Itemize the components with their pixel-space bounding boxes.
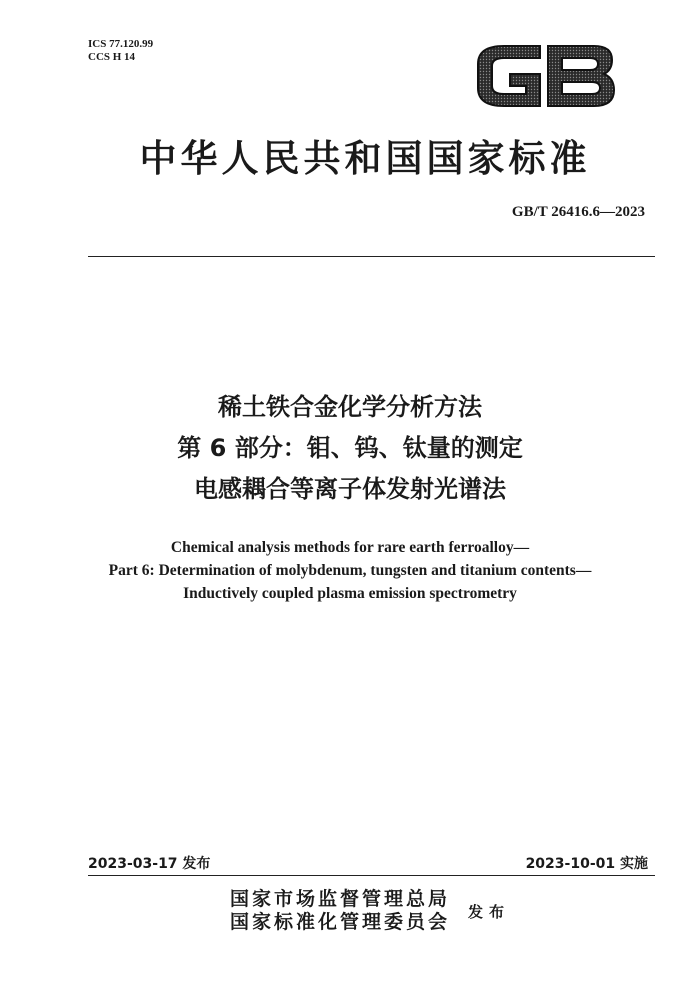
publish-label: 发布 bbox=[468, 903, 511, 921]
gb-logo bbox=[470, 40, 620, 112]
classification-codes bbox=[88, 38, 153, 64]
title-cn-line1: 稀土铁合金化学分析方法 bbox=[218, 393, 482, 421]
standard-number: GB/T 26416.6—2023 bbox=[511, 204, 645, 220]
title-cn-line3: 电感耦合等离子体发射光谱法 bbox=[194, 475, 506, 503]
implementation-date: 2023-10-01 实施 bbox=[525, 856, 648, 872]
title-en-line2: Part 6: Determination of molybdenum, tungsten and titanium contents— bbox=[108, 562, 592, 579]
title-en-line1: Chemical analysis methods for rare earth ferroalloy— bbox=[170, 539, 530, 556]
national-standard-title: 中华人民共和国国家标准 bbox=[139, 136, 591, 180]
issuer-sac: 国家标准化管理委员会 bbox=[230, 911, 451, 933]
title-en-line3: Inductively coupled plasma emission spectrometry bbox=[183, 585, 517, 602]
issue-date: 2023-03-17 发布 bbox=[88, 856, 211, 872]
issuer-samr: 国家市场监督管理总局 bbox=[230, 888, 451, 910]
ics-code: ICS 77.120.99 bbox=[88, 38, 154, 50]
title-cn-line2: 第 6 部分：钼、钨、钛量的测定 bbox=[177, 434, 523, 462]
bottom-divider bbox=[88, 875, 655, 876]
top-divider bbox=[88, 256, 655, 257]
ccs-code: CCS H 14 bbox=[88, 51, 136, 63]
